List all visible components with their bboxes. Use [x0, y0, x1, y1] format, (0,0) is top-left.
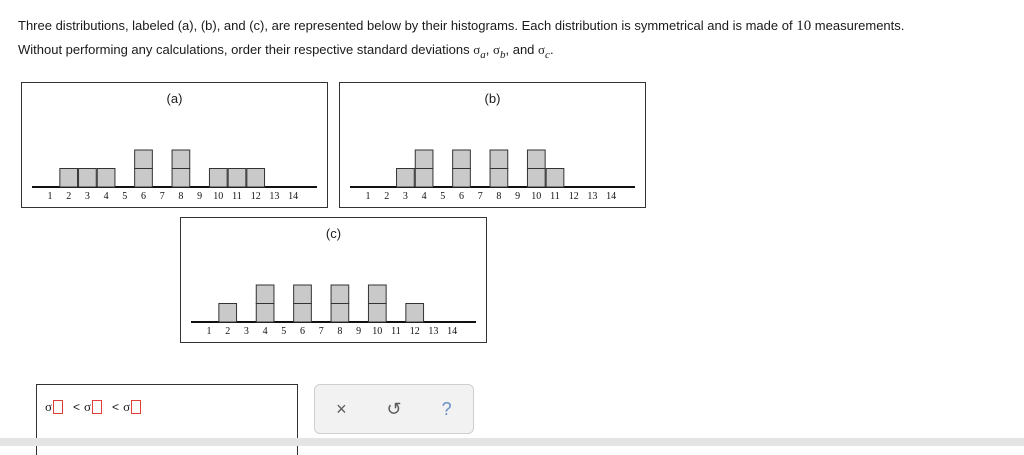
histogram-bar-x8: [172, 150, 190, 169]
histogram-bar-x11: [228, 169, 246, 188]
x-tick-label: 5: [440, 191, 446, 202]
histogram-bar-x8: [490, 150, 508, 169]
sigma-symbol-2: σ: [84, 399, 92, 414]
histogram-bar-x2: [60, 169, 78, 188]
help-button[interactable]: ?: [441, 398, 452, 419]
histogram-c-label: (c): [325, 226, 342, 241]
histogram-bar-x4: [256, 285, 274, 304]
x-tick-label: 6: [141, 191, 146, 202]
x-tick-label: 5: [281, 326, 287, 337]
subscript-blank-2[interactable]: [92, 400, 102, 414]
subscript-blank-3[interactable]: [131, 400, 141, 414]
prompt-line-2: Without performing any calculations, order their respective standard deviations $\sigma_a$, $\sigma_b$, and $\sigma_c$.: [18, 42, 554, 61]
clear-button[interactable]: ×: [336, 398, 347, 419]
x-tick-label: 4: [262, 326, 268, 337]
histogram-bar-x10: [209, 169, 227, 188]
histogram-bar-x6: [294, 304, 312, 323]
x-tick-label: 12: [250, 191, 261, 202]
x-tick-label: 8: [337, 326, 343, 337]
histogram-bar-x10: [368, 304, 386, 323]
histogram-bar-x8: [331, 304, 349, 323]
less-than-2: <: [112, 400, 120, 414]
x-tick-label: 11: [391, 326, 401, 337]
x-tick-label: 5: [122, 191, 128, 202]
histogram-bar-x10: [368, 285, 386, 304]
histogram-bar-x6: [294, 285, 312, 304]
sigma-symbol-1: σ: [45, 399, 53, 414]
x-tick-label: 7: [159, 191, 165, 202]
subscript-blank-1[interactable]: [53, 400, 63, 414]
histogram-bar-x4: [97, 169, 115, 188]
histogram-b: [340, 83, 645, 207]
bottom-scroll-strip: [0, 438, 1024, 446]
histogram-a-panel: [21, 82, 328, 208]
histogram-bar-x4: [256, 304, 274, 323]
answer-toolbar: [314, 384, 474, 434]
x-tick-label: 11: [232, 191, 242, 202]
x-tick-label: 1: [47, 191, 53, 202]
x-tick-label: 4: [421, 191, 427, 202]
histogram-a-label: (a): [166, 91, 183, 106]
x-tick-label: 1: [206, 326, 212, 337]
histogram-bar-x4: [415, 169, 433, 188]
x-tick-label: 12: [409, 326, 420, 337]
x-tick-label: 3: [402, 191, 408, 202]
prompt-line-1: Three distributions, labeled (a), (b), and (c), are represented below by their histograms. Each distribution is symmetrical and is made of 10 measurements.: [18, 18, 905, 34]
x-tick-label: 13: [587, 191, 598, 202]
x-tick-label: 13: [428, 326, 439, 337]
x-tick-label: 11: [550, 191, 560, 202]
x-tick-label: 1: [365, 191, 371, 202]
histogram-a: [22, 83, 327, 207]
x-tick-label: 9: [515, 191, 521, 202]
histogram-bar-x6: [453, 169, 471, 188]
sigma-symbol-3: σ: [123, 399, 131, 414]
x-tick-label: 9: [197, 191, 203, 202]
histogram-bar-x12: [406, 304, 424, 323]
less-than-1: <: [73, 400, 81, 414]
histogram-c: [181, 218, 486, 342]
histogram-b-label: (b): [484, 91, 501, 106]
x-tick-label: 14: [447, 326, 458, 337]
x-tick-label: 2: [66, 191, 72, 202]
x-tick-label: 3: [84, 191, 90, 202]
undo-button[interactable]: ↺: [386, 398, 402, 419]
x-tick-label: 7: [477, 191, 483, 202]
x-tick-label: 4: [103, 191, 109, 202]
x-tick-label: 8: [178, 191, 184, 202]
histogram-bar-x4: [415, 150, 433, 169]
x-tick-label: 2: [384, 191, 390, 202]
x-tick-label: 6: [300, 326, 305, 337]
question-prompt: [18, 14, 1008, 67]
x-tick-label: 8: [496, 191, 502, 202]
histogram-bar-x8: [172, 169, 190, 188]
histogram-bar-x11: [546, 169, 564, 188]
x-tick-label: 12: [568, 191, 579, 202]
x-tick-label: 10: [213, 191, 224, 202]
x-tick-label: 10: [531, 191, 542, 202]
x-tick-label: 7: [318, 326, 324, 337]
histogram-bar-x3: [397, 169, 415, 188]
histogram-bar-x3: [79, 169, 97, 188]
x-tick-label: 9: [356, 326, 362, 337]
x-tick-label: 3: [243, 326, 249, 337]
histogram-b-panel: [339, 82, 646, 208]
histogram-bar-x6: [135, 150, 153, 169]
x-tick-label: 10: [372, 326, 383, 337]
histogram-bar-x6: [453, 150, 471, 169]
histogram-bar-x10: [527, 150, 545, 169]
histogram-bar-x10: [527, 169, 545, 188]
x-tick-label: 6: [459, 191, 464, 202]
sigma-order-expression: [45, 399, 147, 415]
x-tick-label: 2: [225, 326, 231, 337]
x-tick-label: 13: [269, 191, 280, 202]
x-tick-label: 14: [606, 191, 617, 202]
histogram-bar-x8: [331, 285, 349, 304]
histogram-bar-x12: [247, 169, 265, 188]
histogram-bar-x8: [490, 169, 508, 188]
histogram-bar-x6: [135, 169, 153, 188]
histogram-c-panel: [180, 217, 487, 343]
x-tick-label: 14: [288, 191, 299, 202]
histogram-bar-x2: [219, 304, 237, 323]
